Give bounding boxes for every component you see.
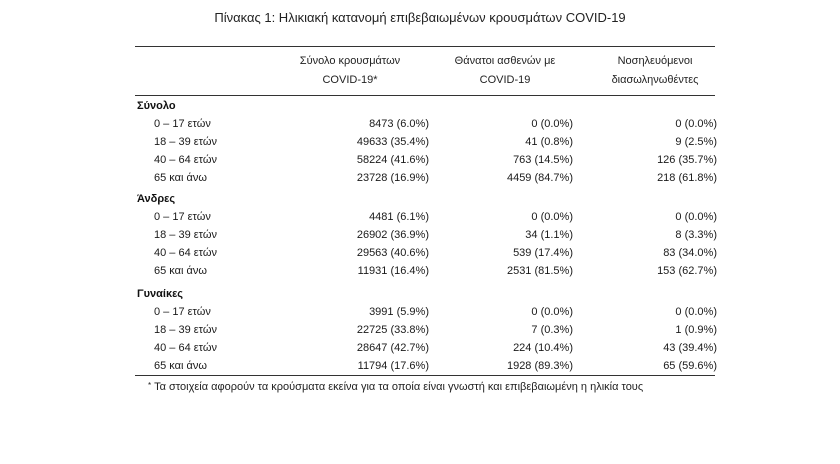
intubated-cell: 218 (61.8%) [657, 172, 717, 184]
section-label: Σύνολο [137, 100, 176, 112]
intubated-cell: 83 (34.0%) [663, 247, 717, 259]
section-total [137, 97, 717, 187]
table-row [137, 208, 717, 226]
column-header-intubated [590, 52, 720, 90]
intubated-cell: 43 (39.4%) [663, 342, 717, 354]
age-group: 18 – 39 ετών [154, 136, 217, 148]
table-row [137, 303, 717, 321]
column-header-line: Σύνολο κρουσμάτων [299, 55, 401, 67]
age-group: 65 και άνω [154, 172, 207, 184]
deaths-cell: 2531 (81.5%) [506, 265, 573, 277]
column-header-line: Νοσηλευόμενοι [617, 55, 693, 67]
deaths-cell: 224 (10.4%) [513, 342, 573, 354]
deaths-cell: 7 (0.3%) [531, 324, 573, 336]
age-group: 40 – 64 ετών [154, 247, 217, 259]
cases-cell: 26902 (36.9%) [356, 229, 429, 241]
cases-cell: 49633 (35.4%) [356, 136, 429, 148]
column-header-total-cases [280, 52, 420, 90]
header-rule [135, 95, 715, 96]
table-row [137, 226, 717, 244]
intubated-cell: 126 (35.7%) [657, 154, 717, 166]
table-row [137, 262, 717, 280]
age-group: 18 – 39 ετών [154, 324, 217, 336]
deaths-cell: 34 (1.1%) [525, 229, 573, 241]
cases-cell: 4481 (6.1%) [369, 211, 429, 223]
cases-cell: 11794 (17.6%) [357, 360, 429, 372]
age-group: 65 και άνω [154, 265, 207, 277]
cases-cell: 23728 (16.9%) [356, 172, 429, 184]
intubated-cell: 0 (0.0%) [675, 118, 717, 130]
intubated-cell: 0 (0.0%) [675, 211, 717, 223]
intubated-cell: 9 (2.5%) [675, 136, 717, 148]
column-header-line: COVID-19* [322, 74, 378, 86]
cases-cell: 28647 (42.7%) [356, 342, 429, 354]
deaths-cell: 0 (0.0%) [531, 306, 573, 318]
section-label: Άνδρες [137, 193, 176, 205]
deaths-cell: 0 (0.0%) [531, 211, 573, 223]
column-header-deaths [440, 52, 570, 90]
deaths-cell: 0 (0.0%) [531, 118, 573, 130]
section-label: Γυναίκες [137, 288, 184, 300]
intubated-cell: 8 (3.3%) [675, 229, 717, 241]
footnote [148, 381, 643, 393]
cases-cell: 22725 (33.8%) [356, 324, 429, 336]
intubated-cell: 153 (62.7%) [657, 265, 717, 277]
section-men [137, 190, 717, 280]
deaths-cell: 1928 (89.3%) [506, 360, 573, 372]
footnote-marker: * [148, 381, 152, 390]
column-header-line: Θάνατοι ασθενών με [454, 55, 556, 67]
table-row [137, 115, 717, 133]
table-row [137, 169, 717, 187]
intubated-cell: 65 (59.6%) [663, 360, 717, 372]
table-row [137, 133, 717, 151]
deaths-cell: 763 (14.5%) [513, 154, 573, 166]
table-row [137, 357, 717, 375]
table-row [137, 244, 717, 262]
age-group: 18 – 39 ετών [154, 229, 217, 241]
table-row [137, 151, 717, 169]
footnote-text: Τα στοιχεία αφορούν τα κρούσματα εκείνα για τα οποία είναι γνωστή και επιβεβαιωμένη η ηλικία τους [154, 381, 644, 393]
age-group: 0 – 17 ετών [154, 211, 211, 223]
table-title: Πίνακας 1: Ηλικιακή κατανομή επιβεβαιωμένων κρουσμάτων COVID-19 [214, 10, 626, 25]
deaths-cell: 41 (0.8%) [525, 136, 573, 148]
cases-cell: 29563 (40.6%) [356, 247, 429, 259]
cases-cell: 3991 (5.9%) [369, 306, 429, 318]
top-rule [135, 46, 715, 47]
table-row [137, 321, 717, 339]
column-header-line: διασωληνωθέντες [611, 74, 699, 86]
intubated-cell: 1 (0.9%) [675, 324, 717, 336]
bottom-rule [135, 375, 715, 376]
cases-cell: 11931 (16.4%) [357, 265, 429, 277]
deaths-cell: 4459 (84.7%) [506, 172, 573, 184]
age-group: 40 – 64 ετών [154, 154, 217, 166]
intubated-cell: 0 (0.0%) [675, 306, 717, 318]
cases-cell: 8473 (6.0%) [369, 118, 429, 130]
cases-cell: 58224 (41.6%) [356, 154, 429, 166]
age-group: 0 – 17 ετών [154, 118, 211, 130]
age-group: 40 – 64 ετών [154, 342, 217, 354]
age-group: 65 και άνω [154, 360, 207, 372]
table-row [137, 339, 717, 357]
deaths-cell: 539 (17.4%) [513, 247, 573, 259]
section-women [137, 285, 717, 375]
column-header-line: COVID-19 [479, 74, 531, 86]
age-group: 0 – 17 ετών [154, 306, 211, 318]
